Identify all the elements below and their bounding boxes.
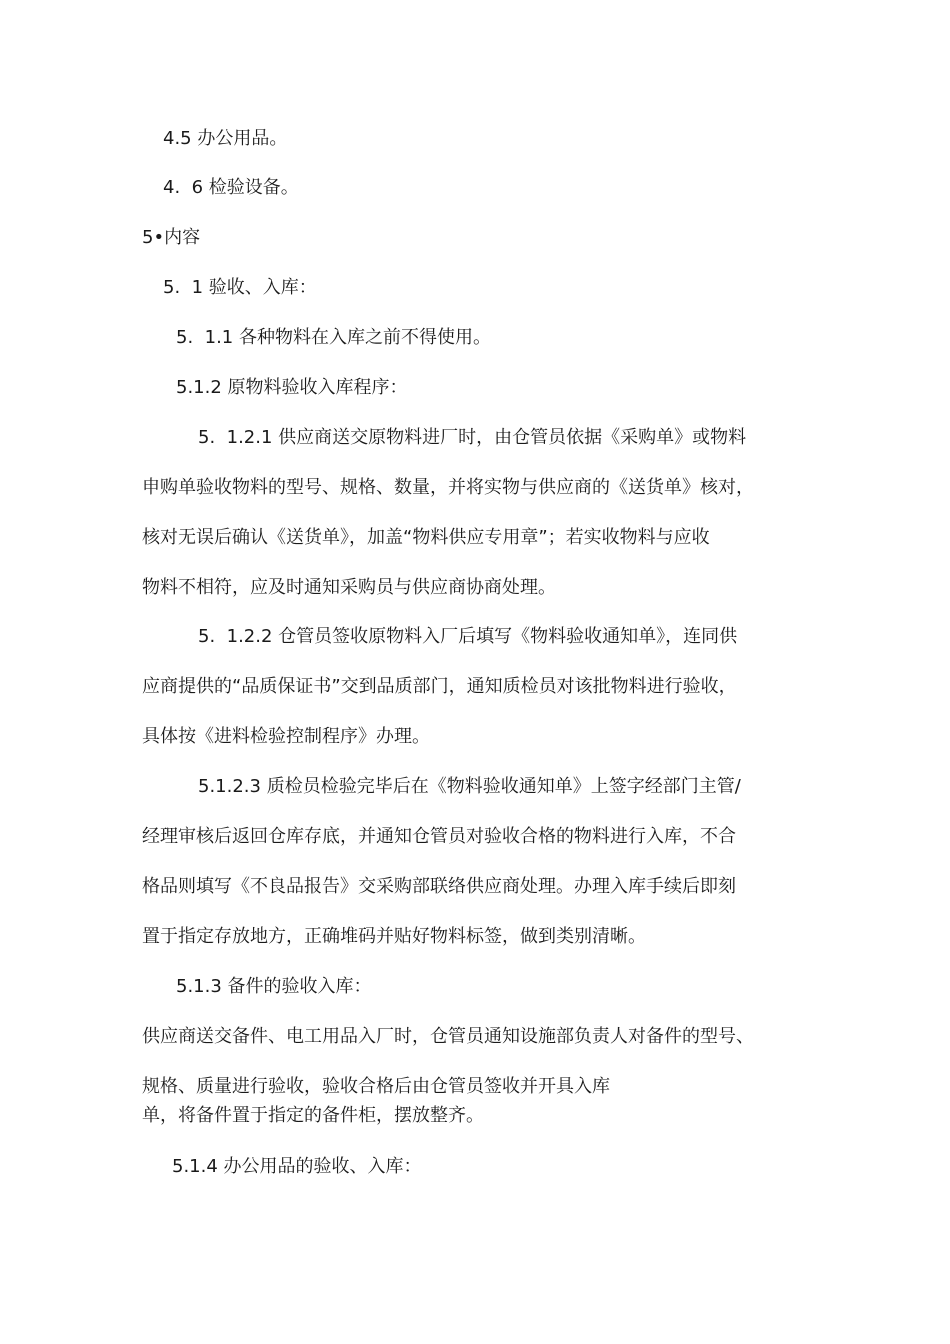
section-5-1-2: 5.1.2 原物料验收入库程序：	[176, 377, 408, 398]
section-5-1-2-2-line-3: 具体按《进料检验控制程序》办理。	[142, 726, 430, 747]
section-5-1-2-3-line-3: 格品则填写《不良品报告》交采购部联络供应商处理。办理入库手续后即刻	[142, 876, 736, 897]
section-5-1-4: 5.1.4 办公用品的验收、入库：	[172, 1156, 422, 1177]
section-5-1-2-3-line-2: 经理审核后返回仓库存底，并通知仓管员对验收合格的物料进行入库，不合	[142, 826, 736, 847]
section-4-5: 4.5 办公用品。	[163, 128, 288, 149]
section-5-1-3-line-3: 单，将备件置于指定的备件柜，摆放整齐。	[142, 1105, 484, 1126]
section-5-1-2-1-line-1: 5. 1.2.1 供应商送交原物料进厂时，由仓管员依据《采购单》或物料	[198, 427, 747, 448]
section-5-1-3-line-2: 规格、质量进行验收，验收合格后由仓管员签收并开具入库	[142, 1076, 610, 1097]
section-5-1-2-1-line-4: 物料不相符，应及时通知采购员与供应商协商处理。	[142, 577, 556, 598]
section-5-heading: 5•内容	[142, 227, 201, 248]
section-5-1: 5. 1 验收、入库：	[163, 277, 317, 298]
section-5-1-3-line-1: 供应商送交备件、电工用品入厂时，仓管员通知设施部负责人对备件的型号、	[142, 1026, 754, 1047]
section-5-1-2-2-line-1: 5. 1.2.2 仓管员签收原物料入厂后填写《物料验收通知单》，连同供	[198, 626, 738, 647]
section-5-1-2-1-line-3: 核对无误后确认《送货单》，加盖“物料供应专用章”；若实收物料与应收	[142, 527, 710, 548]
section-5-1-2-1-line-2: 申购单验收物料的型号、规格、数量，并将实物与供应商的《送货单》核对，	[142, 477, 754, 498]
section-5-1-2-3-line-1: 5.1.2.3 质检员检验完毕后在《物料验收通知单》上签字经部门主管/	[198, 776, 741, 797]
section-4-6: 4. 6 检验设备。	[163, 177, 299, 198]
section-5-1-2-3-line-4: 置于指定存放地方，正确堆码并贴好物料标签，做到类别清晰。	[142, 926, 646, 947]
section-5-1-2-2-line-2: 应商提供的“品质保证书”交到品质部门，通知质检员对该批物料进行验收，	[142, 676, 737, 697]
section-5-1-3: 5.1.3 备件的验收入库：	[176, 976, 372, 997]
section-5-1-1: 5. 1.1 各种物料在入库之前不得使用。	[176, 327, 491, 348]
